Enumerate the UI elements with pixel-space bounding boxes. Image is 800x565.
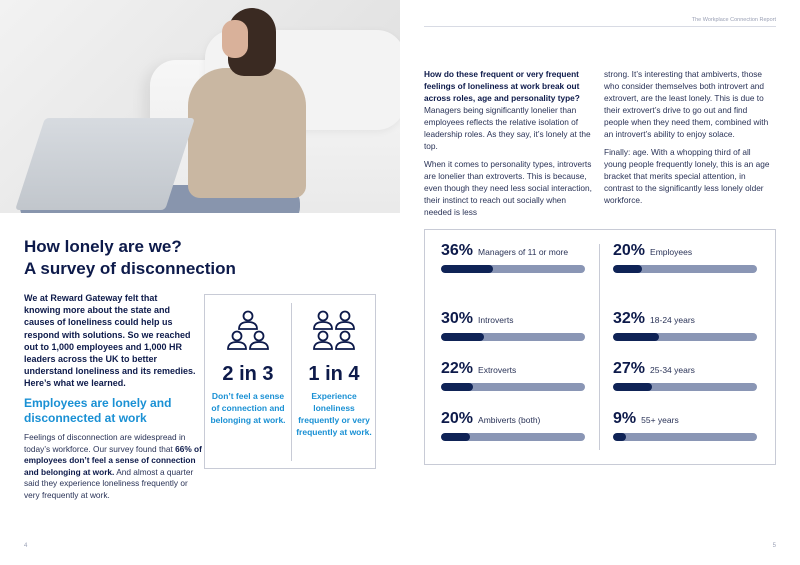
heading-line-2: A survey of disconnection: [24, 259, 236, 278]
stat-description: Experience loneliness frequently or very frequently at work.: [296, 391, 372, 437]
four-people-icon: [312, 309, 356, 351]
bar-percent-label: 27%: [613, 360, 646, 377]
bar-category-label: Employees: [650, 247, 693, 257]
bar-percent-label: 9%: [613, 410, 637, 427]
three-people-icon: [226, 309, 270, 351]
column-paragraph: strong. It’s interesting that ambiverts, those who consider themselves both introvert and extrovert, are the least lonely. This is due to their extrovert’s drive to go out and find people when they need them, combined with an introvert’s ability to enjoy solace.: [604, 69, 769, 139]
bar-fill: [613, 333, 659, 341]
page-number-right: 5: [772, 543, 776, 549]
hero-photo: [0, 0, 400, 213]
bar-track: [441, 383, 585, 391]
bar-category-label: 18-24 years: [650, 315, 695, 325]
bar-percent-label: 36%: [441, 242, 474, 259]
bar-item: [441, 310, 585, 341]
bar-track: [441, 265, 585, 273]
chart-divider: [599, 244, 600, 450]
text-column-2: [604, 68, 772, 212]
bar-track: [613, 383, 757, 391]
bar-track: [441, 433, 585, 441]
answer-text: Managers being significantly lonelier than employees reflects the relative isolation of leadership roles. As they say, it’s lonely at the top.: [424, 105, 591, 151]
bar-header: [441, 310, 585, 328]
bar-item: [441, 410, 585, 441]
subheading: Employees are lonely and disconnected at work: [24, 396, 172, 425]
bar-header: [613, 310, 757, 328]
bar-percent-label: 20%: [613, 242, 646, 259]
bar-item: [613, 410, 757, 441]
text-column-1: [424, 68, 592, 224]
bar-fill: [613, 433, 626, 441]
body-paragraph: [24, 432, 202, 502]
bar-percent-label: 22%: [441, 360, 474, 377]
bar-header: [613, 410, 757, 428]
bar-category-label: 55+ years: [641, 415, 679, 425]
bar-header: [441, 242, 585, 260]
bar-item: [441, 360, 585, 391]
bar-fill: [441, 333, 484, 341]
bar-category-label: Ambiverts (both): [478, 415, 541, 425]
person-face-shape: [222, 20, 248, 58]
page-number-left: 4: [24, 543, 28, 549]
bar-track: [613, 433, 757, 441]
bar-item: [613, 360, 757, 391]
body-text-2: And almost a quarter said they experience loneliness frequently or very frequently at work.: [24, 466, 194, 500]
bar-category-label: Introverts: [478, 315, 514, 325]
bar-track: [613, 265, 757, 273]
column-paragraph: Finally: age. With a whopping third of all young people frequently lonely, this is an age bracket that merits special attention, in contrast to the significantly less lonely older workforce.: [604, 147, 770, 205]
stat-description: Don’t feel a sense of connection and belonging at work.: [210, 391, 286, 425]
loneliness-chart: [424, 229, 776, 465]
bar-fill: [613, 265, 642, 273]
column-paragraph: [424, 68, 592, 152]
bar-percent-label: 20%: [441, 410, 474, 427]
bar-fill: [441, 265, 493, 273]
bar-header: [613, 242, 757, 260]
body-text-1: Feelings of disconnection are widespread in today’s workforce. Our survey found that: [24, 432, 186, 454]
heading-line-1: How lonely are we?: [24, 237, 182, 256]
stat-value: 2 in 3: [222, 363, 274, 385]
bar-item: [441, 242, 585, 273]
stat-column: [291, 309, 377, 438]
bar-item: [613, 310, 757, 341]
body-text-bold: 66% of employees don’t feel a sense of connection and belonging at work.: [24, 443, 202, 477]
question-text: How do these frequent or very frequent feelings of loneliness at work break out across roles, age and personality type?: [424, 69, 580, 103]
header-rule: [424, 26, 776, 27]
bar-header: [441, 410, 585, 428]
bar-track: [441, 333, 585, 341]
bar-fill: [613, 383, 652, 391]
bar-fill: [441, 433, 470, 441]
bar-percent-label: 30%: [441, 310, 474, 327]
person-body-shape: [188, 68, 306, 198]
stat-column: [205, 309, 291, 426]
stats-box: [204, 294, 376, 469]
bar-header: [441, 360, 585, 378]
stat-value: 1 in 4: [308, 363, 360, 385]
bar-header: [613, 360, 757, 378]
bar-item: [613, 242, 757, 273]
column-paragraph: When it comes to personality types, introverts are lonelier than extroverts. This is because, even though they need less social interaction, their instinct to reach out socially when needed is less: [424, 159, 592, 217]
bar-fill: [441, 383, 473, 391]
bar-category-label: 25-34 years: [650, 365, 695, 375]
bar-percent-label: 32%: [613, 310, 646, 327]
bar-category-label: Extroverts: [478, 365, 517, 375]
bar-category-label: Managers of 11 or more: [478, 247, 569, 257]
laptop-shape: [15, 118, 195, 210]
intro-paragraph: We at Reward Gateway felt that knowing more about the state and causes of loneliness could help us respond with solutions. So we reached out to 1,000 employees and 1,000 HR leaders across the UK to better understand loneliness and its remedies. Here’s what we learned.: [24, 293, 196, 389]
report-title: The Workplace Connection Report: [691, 17, 776, 23]
page-heading: [24, 236, 236, 280]
bar-track: [613, 333, 757, 341]
